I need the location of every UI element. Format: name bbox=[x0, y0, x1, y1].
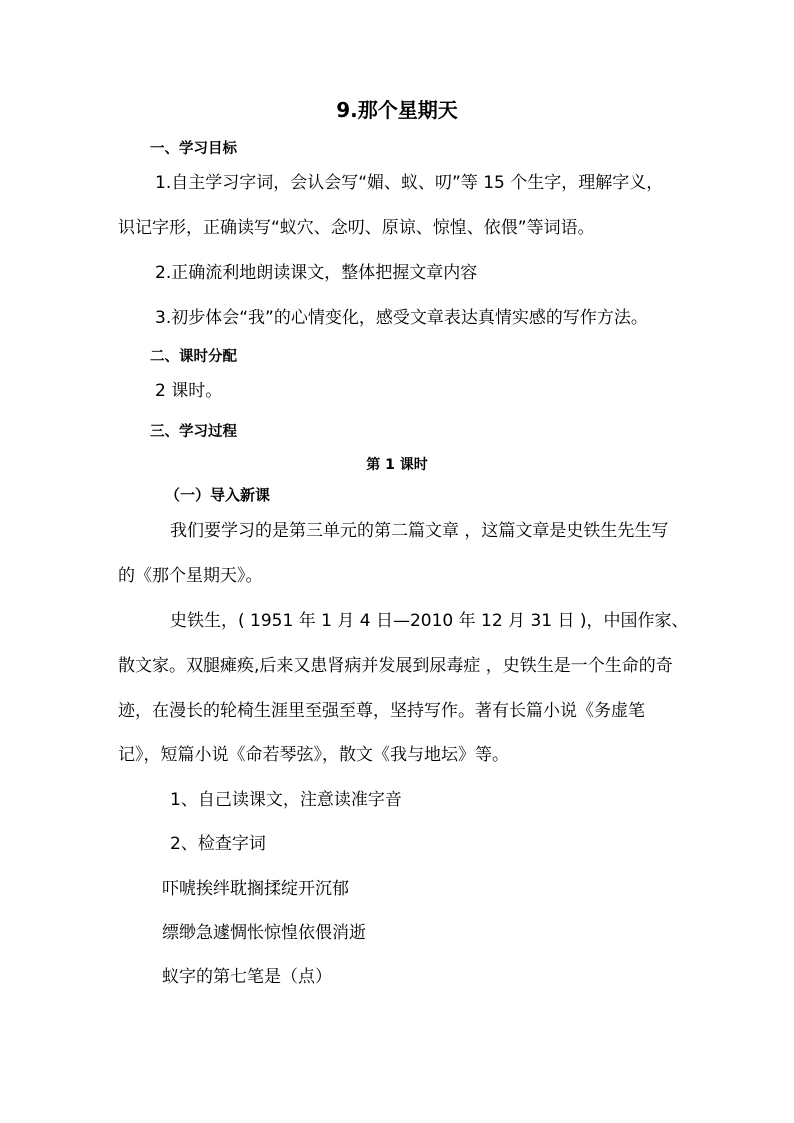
section-heading-goals: 一、学习目标 bbox=[150, 141, 237, 157]
word-list-2: 缥缈急遽惆怅惊惶依偎消逝 bbox=[162, 923, 366, 943]
bio-line-4: 记》，短篇小说《命若琴弦》，散文《我与地坛》等。 bbox=[118, 745, 509, 765]
goal-1-line-1: 1.自主学习字词，会认会写“媚、蚁、叨”等 15 个生字，理解字义， bbox=[155, 173, 664, 193]
word-list-1: 吓唬挨绊耽搁揉绽开沉郁 bbox=[162, 879, 349, 899]
goal-3: 3.初步体会“我”的心情变化，感受文章表达真情实感的写作方法。 bbox=[155, 308, 648, 328]
bio-line-1: 史铁生，( 1951 年 1 月 4 日—2010 年 12 月 31 日 )，中国作家、 bbox=[170, 611, 689, 631]
lesson-heading: 第 1 课时 bbox=[366, 457, 428, 473]
bio-line-2: 散文家。双腿瘫痪,后来又患肾病并发展到尿毒症 ，史铁生是一个生命的奇 bbox=[118, 656, 673, 676]
section-heading-schedule: 二、课时分配 bbox=[150, 349, 237, 365]
step-1: 1、自己读课文，注意读准字音 bbox=[170, 790, 402, 810]
intro-line-2: 的《那个星期天》。 bbox=[118, 566, 263, 586]
intro-line-1: 我们要学习的是第三单元的第二篇文章 ，这篇文章是史铁生先生写 bbox=[170, 521, 669, 541]
schedule-content: 2 课时。 bbox=[155, 381, 223, 401]
part-heading-intro: （一）导入新课 bbox=[165, 486, 271, 504]
document-title: 9.那个星期天 bbox=[336, 98, 458, 122]
goal-1-line-2: 识记字形，正确读写“蚁穴、念叨、原谅、惊惶、依偎”等词语。 bbox=[118, 218, 595, 238]
goal-2: 2.正确流利地朗读课文，整体把握文章内容 bbox=[155, 263, 478, 283]
step-2: 2、检查字词 bbox=[170, 834, 266, 854]
section-heading-process: 三、学习过程 bbox=[150, 424, 237, 440]
stroke-question: 蚁字的第七笔是（点） bbox=[162, 967, 332, 987]
bio-line-3: 迹，在漫长的轮椅生涯里至强至尊，坚持写作。著有长篇小说《务虚笔 bbox=[118, 701, 645, 721]
